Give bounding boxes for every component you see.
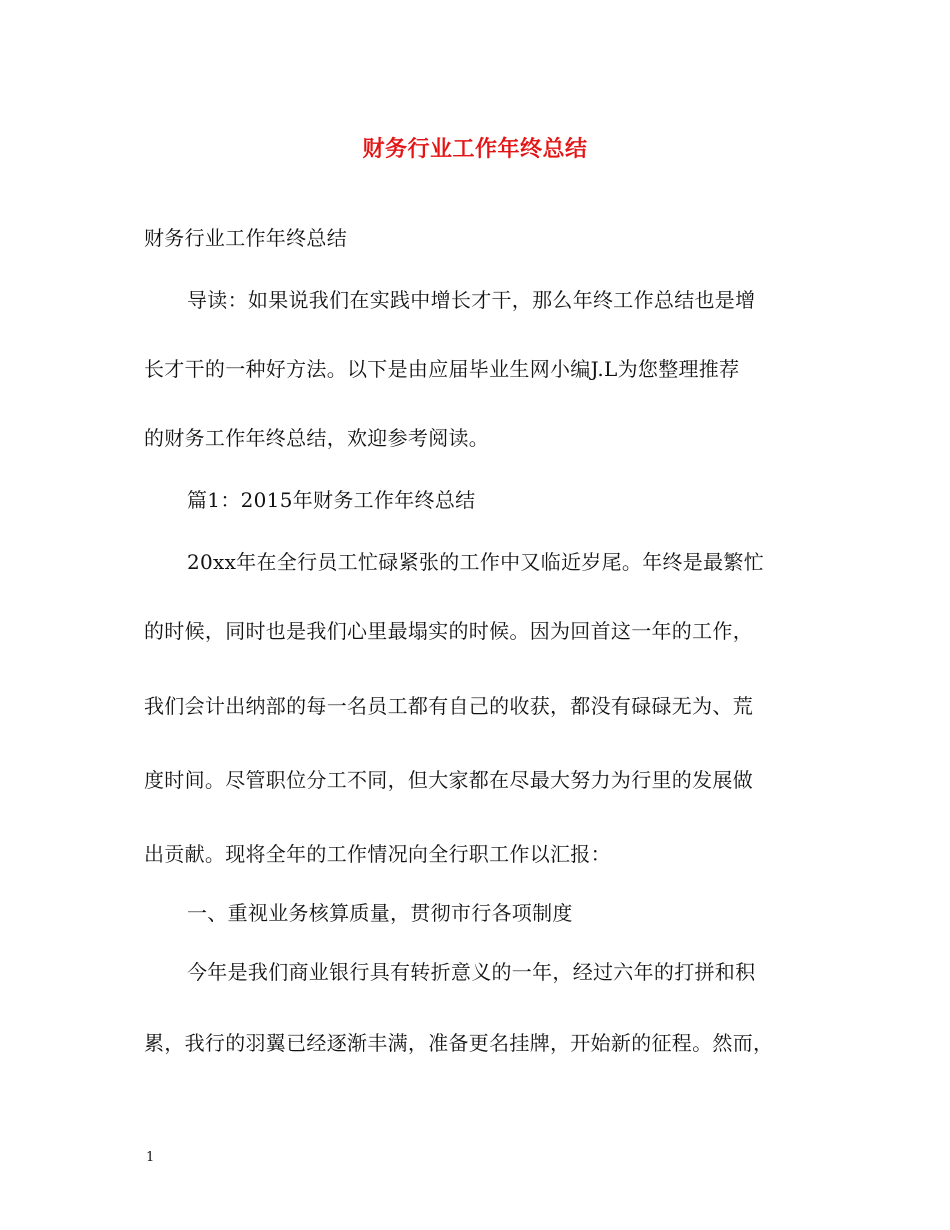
page-number: 1 <box>146 1150 155 1165</box>
paragraph-line: 累，我行的羽翼已经逐渐丰满，准备更名挂牌，开始新的征程。然而， <box>144 1031 774 1055</box>
subtitle-line: 财务行业工作年终总结 <box>144 226 347 250</box>
section-heading: 一、重视业务核算质量，贯彻市行各项制度 <box>187 901 573 925</box>
paragraph-line: 20xx年在全行员工忙碌紧张的工作中又临近岁尾。年终是最繁忙 <box>187 550 765 574</box>
paragraph-line: 长才干的一种好方法。以下是由应届毕业生网小编J.L为您整理推荐 <box>144 357 740 381</box>
section-heading: 篇1：2015年财务工作年终总结 <box>187 488 476 512</box>
paragraph-line: 出贡献。现将全年的工作情况向全行职工作以汇报： <box>144 842 611 866</box>
paragraph-line: 今年是我们商业银行具有转折意义的一年，经过六年的打拼和积 <box>187 960 756 984</box>
paragraph-line: 的财务工作年终总结，欢迎参考阅读。 <box>144 426 490 450</box>
paragraph-line: 的时候，同时也是我们心里最塌实的时候。因为回首这一年的工作， <box>144 619 753 643</box>
paragraph-line: 度时间。尽管职位分工不同，但大家都在尽最大努力为行里的发展做 <box>144 768 753 792</box>
paragraph-line: 我们会计出纳部的每一名员工都有自己的收获，都没有碌碌无为、荒 <box>144 694 753 718</box>
paragraph-line: 导读：如果说我们在实践中增长才干，那么年终工作总结也是增 <box>187 288 756 312</box>
document-title: 财务行业工作年终总结 <box>362 136 588 162</box>
